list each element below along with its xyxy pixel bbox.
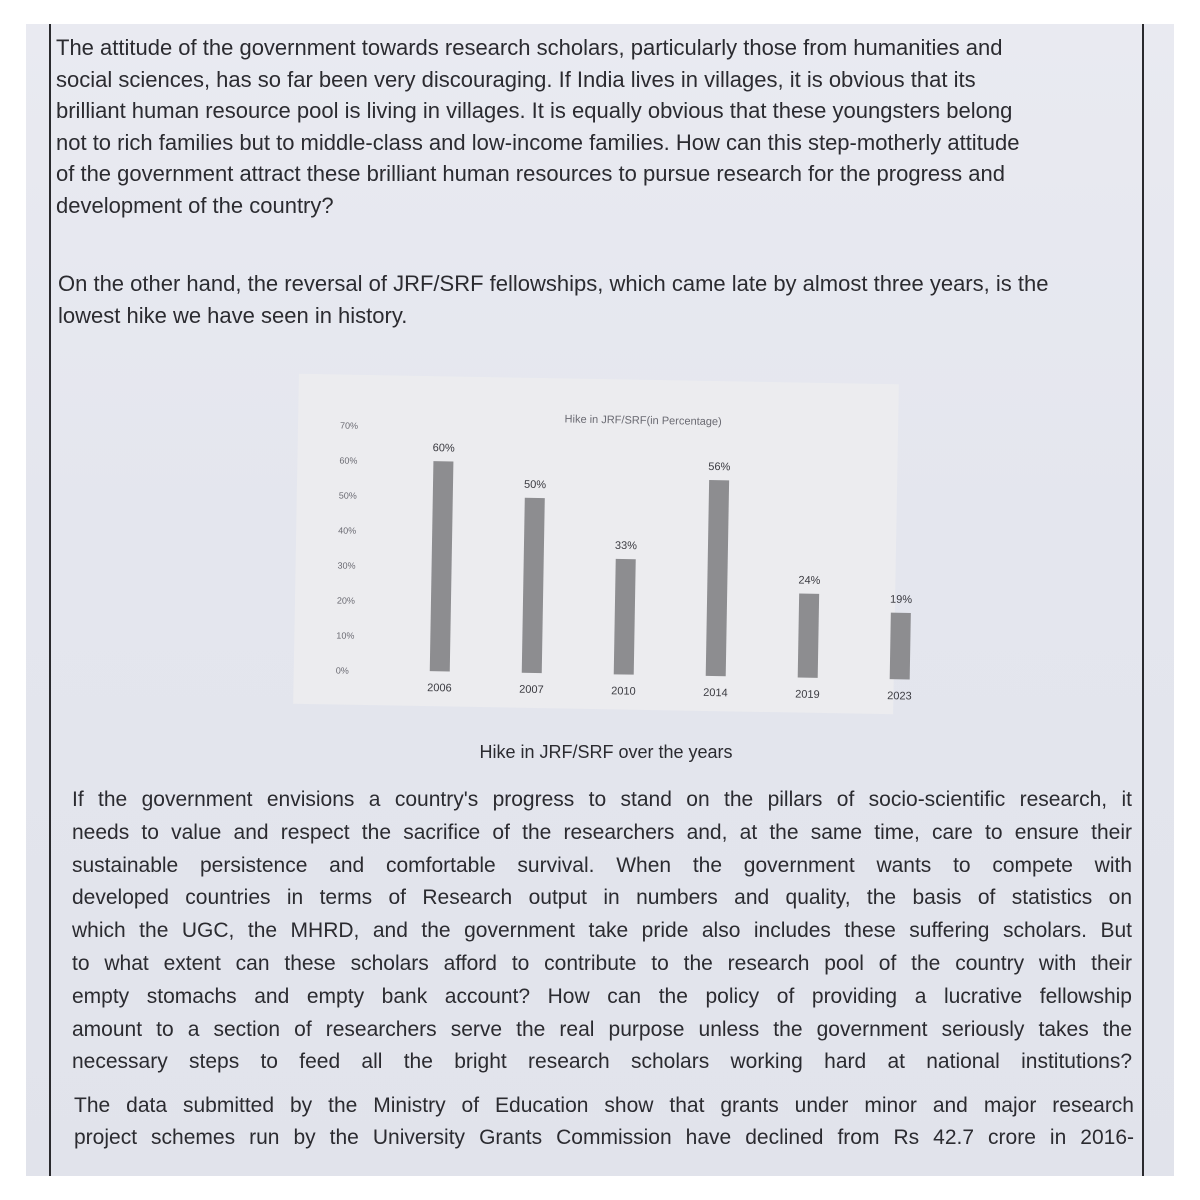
paragraph3-line: to what extent can these scholars afford to contribute to the research pool of the country with their: [72, 951, 1132, 975]
paragraph3-line: developed countries in terms of Research output in numbers and quality, the basis of statistics on: [72, 886, 1132, 910]
paragraph3-line: empty stomachs and empty bank account? How can the policy of providing a lucrative fellowship: [72, 984, 1132, 1008]
paragraph1-line: of the government attract these brilliant human resources to pursue research for the progress and: [56, 161, 1005, 186]
x-tick-label: 2007: [519, 683, 544, 697]
y-tick-label: 70%: [339, 420, 359, 431]
paragraph-fellowship-hike: [58, 268, 1146, 331]
y-tick-label: 50%: [338, 490, 357, 501]
y-tick-label: 40%: [338, 525, 357, 536]
x-tick-label: 2023: [887, 690, 912, 703]
document-photo: [26, 24, 1174, 1176]
y-tick-label: 30%: [337, 560, 356, 571]
y-tick-label: 0%: [335, 665, 349, 676]
x-tick-label: 2014: [703, 686, 728, 700]
data-label: 56%: [708, 460, 731, 474]
x-tick-label: 2019: [795, 688, 820, 701]
paragraph-ministry-data: [74, 1090, 1134, 1154]
data-label: 50%: [523, 478, 547, 492]
chart-canvas: [293, 374, 913, 714]
data-label: 33%: [614, 539, 638, 553]
paragraph1-line: not to rich families but to middle-class and low-income families. How can this step-motherly attitude: [56, 129, 1020, 155]
y-tick-label: 10%: [336, 630, 355, 641]
data-label: 60%: [432, 442, 455, 455]
paragraph1-line: social sciences, has so far been very discouraging. If India lives in villages, it is obvious that its: [56, 66, 976, 92]
paragraph1-line: development of the country?: [56, 192, 334, 218]
bar-2006: [430, 461, 454, 671]
paragraph3-line: amount to a section of researchers serve the real purpose unless the government seriously takes the: [72, 1017, 1132, 1041]
paragraph1-line: brilliant human resource pool is living in villages. It is equally obvious that these youngsters belong: [56, 98, 1013, 123]
paragraph3-line: If the government envisions a country's progress to stand on the pillars of socio-scientific research, it: [72, 788, 1132, 811]
paragraph-intro: [56, 32, 1146, 221]
paragraph4-line: project schemes run by the University Grants Commission have declined from Rs 42.7 crore in 2016-: [74, 1126, 1134, 1149]
data-label: 24%: [798, 574, 821, 587]
data-label: 19%: [889, 593, 913, 607]
bar-2023: [890, 613, 911, 680]
paragraph4-line: The data submitted by the Ministry of Education show that grants under minor and major research: [74, 1094, 1134, 1117]
hike-bar-chart: [293, 374, 913, 714]
paragraph3-line: sustainable persistence and comfortable survival. When the government wants to compete with: [72, 853, 1132, 877]
paragraph2-line: On the other hand, the reversal of JRF/SRF fellowships, which came late by almost three years, is the: [58, 271, 1049, 296]
y-tick-label: 60%: [339, 455, 358, 466]
bar-2007: [522, 498, 545, 673]
paragraph3-line: necessary steps to feed all the bright research scholars working hard at national institutions?: [72, 1050, 1132, 1074]
paragraph3-line: which the UGC, the MHRD, and the government take pride also includes these suffering scholars. But: [72, 919, 1132, 943]
bar-2014: [706, 480, 729, 676]
bar-2010: [614, 559, 636, 675]
y-tick-label: 20%: [336, 595, 356, 606]
chart-title: Hike in JRF/SRF(in Percentage): [564, 413, 722, 429]
chart-caption: Hike in JRF/SRF over the years: [479, 742, 733, 762]
paragraph1-line: The attitude of the government towards research scholars, particularly those from humanities and: [56, 35, 1003, 60]
x-tick-label: 2006: [427, 682, 452, 695]
paragraph-government-envisions: [72, 784, 1132, 1079]
paragraph2-line: lowest hike we have seen in history.: [58, 302, 408, 328]
left-border-rule: [49, 24, 51, 1176]
x-tick-label: 2010: [611, 685, 636, 698]
paragraph3-line: needs to value and respect the sacrifice of the researchers and, at the same time, care to ensure their: [72, 820, 1132, 844]
bar-2019: [798, 594, 819, 678]
